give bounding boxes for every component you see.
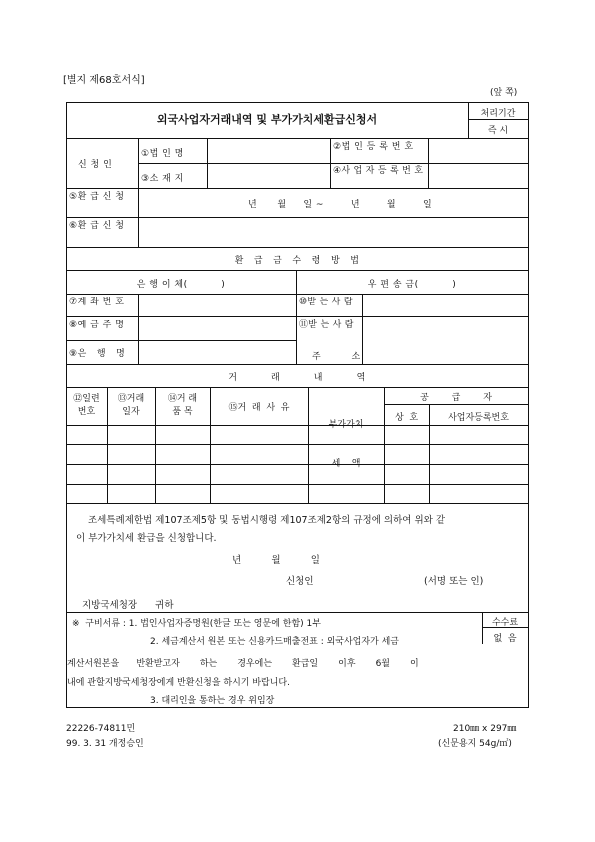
form-title: 외국사업자거래내역 및 부가가치세환급신청서 <box>156 113 378 126</box>
bank-name-label: ⑨은 행 명 <box>69 349 126 359</box>
docs-line-2c: 내에 관할지방국세청장에게 반환신청을 하시기 바랍니다. <box>67 678 290 688</box>
refund-period-value[interactable]: 년 월 일 ~ 년 월 일 <box>248 200 433 210</box>
account-no-label: ⑦계 좌 번 호 <box>69 297 125 307</box>
address-field[interactable] <box>208 164 329 187</box>
recipient-office: 지방국세청장 귀하 <box>82 600 174 611</box>
corp-name-field[interactable] <box>208 139 329 162</box>
depositor-label: ⑧예 금 주 명 <box>69 320 125 330</box>
col-serial-l1: ⑫일련 <box>73 394 100 404</box>
form-code: 22226-74811민 <box>66 724 136 734</box>
form-number: [별지 제68호서식] <box>63 75 145 86</box>
table-row[interactable] <box>67 445 527 464</box>
processing-period-label: 처리기간 <box>480 109 516 119</box>
col-serial-l2: 번호 <box>77 407 96 417</box>
address-label: ③소 재 지 <box>141 174 184 184</box>
bank-transfer-option[interactable]: 은 행 이 체( ) <box>136 280 226 290</box>
table-row[interactable] <box>67 465 527 484</box>
table-row[interactable] <box>67 426 527 444</box>
refund-method-title: 환 급 금 수 령 방 법 <box>234 256 360 266</box>
bank-name-field[interactable] <box>139 341 295 363</box>
approval-date: 99. 3. 31 개정승인 <box>66 739 144 749</box>
declaration-text-2: 이 부가가치세 환급을 신청합니다. <box>76 533 217 544</box>
corp-reg-no-label: ②법 인 등 록 번 호 <box>333 142 414 152</box>
table-row[interactable] <box>67 485 527 503</box>
col-item-l2: 품 목 <box>172 407 193 417</box>
col-serial <box>66 393 107 419</box>
declaration-text-1: 조세특례제한법 제107조제5항 및 동법시행령 제107조제2항의 규정에 의하여 위와 같 <box>88 515 445 526</box>
col-biz-no: 사업자등록번호 <box>448 413 509 423</box>
fee-value: 없 음 <box>493 634 517 644</box>
refund-amount-field[interactable] <box>139 218 526 246</box>
docs-line-3: 3. 대리인을 통하는 경우 위임장 <box>150 696 275 706</box>
col-reason: ⑮거 래 사 유 <box>228 403 290 413</box>
paper-size: 210㎜ x 297㎜ <box>453 724 517 734</box>
refund-period-label: ⑤환 급 신 청 <box>69 192 125 202</box>
biz-reg-no-label: ④사 업 자 등 록 번 호 <box>333 166 424 176</box>
declaration-date[interactable]: 년 월 일 <box>232 555 320 566</box>
col-vat-l2: 세 액 <box>331 459 361 469</box>
biz-reg-no-field[interactable] <box>429 164 526 187</box>
postal-remittance-option[interactable]: 우 편 송 금( ) <box>367 280 457 290</box>
col-date <box>107 393 155 419</box>
account-no-field[interactable] <box>139 295 295 315</box>
docs-line-2b: 계산서원본을 반환받고자 하는 경우에는 환급일 이후 6월 이 <box>67 659 419 669</box>
col-vat-l1: 부가가치 <box>328 420 364 430</box>
transactions-title: 거 래 내 역 <box>228 373 366 383</box>
applicant-label: 신 청 인 <box>78 160 113 170</box>
col-item-l1: ⑭거 래 <box>167 394 198 404</box>
fee-label: 수수료 <box>491 618 519 628</box>
recipient-address-field[interactable] <box>363 317 526 363</box>
page-side-label: (앞 쪽) <box>490 88 518 98</box>
corp-reg-no-field[interactable] <box>429 139 526 162</box>
col-date-l2: 일자 <box>122 407 140 417</box>
recipient-name-field[interactable] <box>363 295 526 315</box>
corp-name-label: ①법 인 명 <box>141 149 184 159</box>
paper-type: (신문용지 54g/㎡) <box>438 739 512 749</box>
docs-line-2a: 2. 세금계산서 원본 또는 신용카드매출전표 : 외국사업자가 세금 <box>150 637 399 647</box>
col-trade-name: 상 호 <box>394 413 419 423</box>
recipient-address-label-2: 주 소 <box>312 352 361 362</box>
applicant-sign-label: 신청인 <box>286 576 314 587</box>
processing-period-value: 즉 시 <box>487 126 509 136</box>
col-supplier: 공 급 자 <box>420 393 492 403</box>
docs-line-1: ※ 구비서류 : 1. 법인사업자증명원(한글 또는 영문에 한함) 1부 <box>72 619 321 629</box>
recipient-address-label-1: ⑪받 는 사 람 <box>299 320 354 330</box>
col-date-l1: ⑬거래 <box>117 394 145 404</box>
col-item <box>155 393 210 419</box>
depositor-field[interactable] <box>139 317 295 339</box>
recipient-name-label: ⑩받 는 사 람 <box>299 297 353 307</box>
signature-field[interactable]: (서명 또는 인) <box>424 576 484 587</box>
refund-amount-label: ⑥환 급 신 청 <box>69 221 125 231</box>
